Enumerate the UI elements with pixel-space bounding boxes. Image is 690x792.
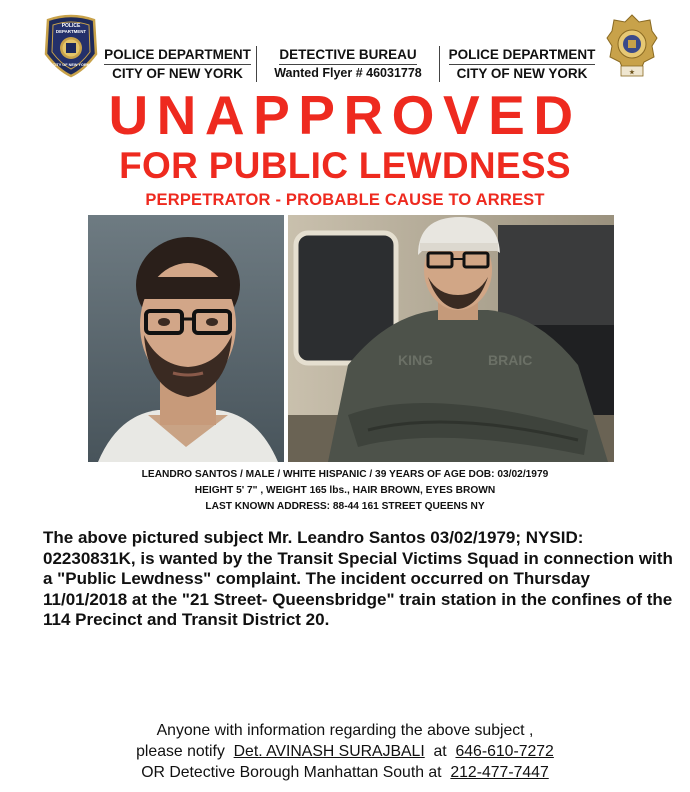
svg-text:★: ★ — [629, 70, 635, 76]
borough-text: OR Detective Borough Manhattan South at — [141, 764, 442, 781]
wanted-flyer-number: Wanted Flyer # 46031778 — [274, 66, 422, 80]
header-right-line2: CITY OF NEW YORK — [456, 66, 588, 81]
mugshot-photo — [88, 215, 284, 462]
contact-at: at — [433, 743, 447, 760]
nypd-shield-logo — [606, 14, 658, 82]
header-right — [440, 46, 604, 82]
header-right-line1: POLICE DEPARTMENT — [449, 46, 596, 65]
charge-title: FOR PUBLIC LEWDNESS — [119, 145, 571, 186]
svg-text:KING: KING — [398, 352, 433, 368]
contact-prefix: please notify — [136, 743, 225, 760]
svg-text:DEPARTMENT: DEPARTMENT — [55, 29, 87, 34]
incident-narrative: The above pictured subject Mr. Leandro Santos 03/02/1979; NYSID: 02230831K, is wanted by the Transit Special Victims Squad in connection with a "Public Lewdness" complaint. The incident occurred on Thursday 11/01/2018 at the "21 Street- Queensbridge" train station in the confines of the 114 Precinct and Transit District 20. — [43, 528, 673, 630]
header-center — [257, 46, 440, 82]
header-center-line1: DETECTIVE BUREAU — [279, 46, 416, 65]
flyer-header — [99, 46, 604, 82]
svg-text:CITY OF NEW YORK: CITY OF NEW YORK — [52, 63, 90, 67]
main-title: UNAPPROVED — [108, 84, 582, 146]
borough-phone: 212-477-7447 — [450, 764, 549, 781]
nypd-patch-logo — [44, 14, 98, 78]
description-identity: LEANDRO SANTOS / MALE / WHITE HISPANIC / 39 YEARS OF AGE DOB: 03/02/1979 — [141, 469, 549, 480]
status-subtitle: PERPETRATOR - PROBABLE CAUSE TO ARREST — [145, 191, 545, 209]
contact-intro: Anyone with information regarding the above subject , — [156, 722, 534, 739]
detective-phone: 646-610-7272 — [455, 743, 554, 760]
contact-borough-line — [0, 762, 690, 783]
header-left-line1: POLICE DEPARTMENT — [104, 46, 251, 65]
svg-text:BRAIC: BRAIC — [488, 352, 533, 368]
description-physical: HEIGHT 5' 7" , WEIGHT 165 lbs., HAIR BROWN, EYES BROWN — [194, 485, 496, 496]
header-left-line2: CITY OF NEW YORK — [112, 66, 243, 81]
detective-name: Det. AVINASH SURAJBALI — [233, 743, 425, 760]
header-left — [99, 46, 257, 82]
description-address: LAST KNOWN ADDRESS: 88-44 161 STREET QUEENS NY — [205, 501, 485, 512]
contact-detective-line — [0, 741, 690, 762]
surveillance-photo — [288, 215, 614, 462]
svg-text:POLICE: POLICE — [61, 23, 81, 29]
